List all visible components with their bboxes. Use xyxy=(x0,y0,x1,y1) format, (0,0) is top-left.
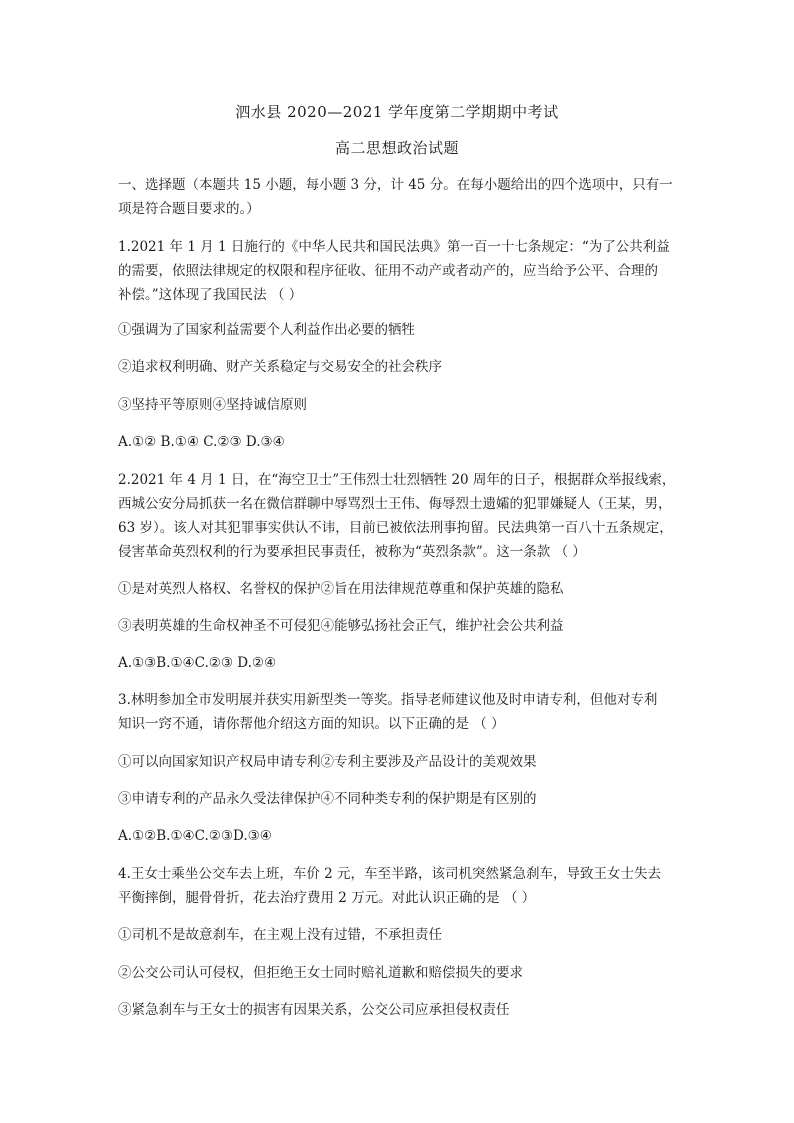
question-2-option-1: ①是对英烈人格权、名誉权的保护②旨在用法律规范尊重和保护英雄的隐私 xyxy=(118,581,564,597)
question-4-option-1: ①司机不是故意刹车，在主观上没有过错，不承担责任 xyxy=(118,927,442,943)
question-3-answers: A.①②B.①④C.②③D.③④ xyxy=(118,828,272,844)
question-2-answers: A.①③B.①④C.②③ D.②④ xyxy=(118,655,277,671)
question-4-option-3: ③紧急刹车与王女士的损害有因果关系，公交公司应承担侵权责任 xyxy=(118,1002,510,1018)
question-1-line-1: 1.2021 年 1 月 1 日施行的《中华人民共和国民法典》第一百一十七条规定：“为了公共利益 xyxy=(118,239,670,255)
question-2-line-1: 2.2021 年 4 月 1 日，在“海空卫士”王伟烈士壮烈牺牲 20 周年的日子，根据群众举报线索， xyxy=(118,472,676,488)
exam-title: 泗水县 2020—2021 学年度第二学期期中考试 xyxy=(235,103,559,121)
question-1-line-3: 补偿。”这体现了我国民法 （ ） xyxy=(118,287,303,303)
question-1-option-3: ③坚持平等原则④坚持诚信原则 xyxy=(118,397,307,413)
question-3-option-1: ①可以向国家知识产权局申请专利②专利主要涉及产品设计的美观效果 xyxy=(118,754,537,770)
exam-subtitle: 高二思想政治试题 xyxy=(334,139,459,157)
question-3-line-1: 3.林明参加全市发明展并获实用新型类一等奖。指导老师建议他及时申请专利，但他对专利 xyxy=(118,692,658,708)
question-2-line-4: 侵害革命英烈权利的行为要承担民事责任，被称为“英烈条款”。这一条款 （ ） xyxy=(118,544,586,560)
question-4-option-2: ②公交公司认可侵权，但拒绝王女士同时赔礼道歉和赔偿损失的要求 xyxy=(118,965,523,981)
question-2-option-2: ③表明英雄的生命权神圣不可侵犯④能够弘扬社会正气，维护社会公共利益 xyxy=(118,618,564,634)
question-4-line-1: 4.王女士乘坐公交车去上班，车价 2 元，车至半路，该司机突然紧急刹车，导致王女士失去 xyxy=(118,866,662,882)
question-1-answers: A.①② B.①④ C.②③ D.③④ xyxy=(118,434,285,450)
question-1-line-2: 的需要，依照法律规定的权限和程序征收、征用不动产或者动产的，应当给予公平、合理的 xyxy=(118,263,658,279)
question-3-option-2: ③申请专利的产品永久受法律保护④不同种类专利的保护期是有区别的 xyxy=(118,791,537,807)
question-2-line-2: 西城公安分局抓获一名在微信群聊中辱骂烈士王伟、侮辱烈士遗孀的犯罪嫌疑人（王某，男， xyxy=(118,496,672,512)
question-3-line-2: 知识一窍不通，请你帮他介绍这方面的知识。以下正确的是 （ ） xyxy=(118,716,505,732)
question-4-line-2: 平衡摔倒，腿骨骨折，花去治疗费用 2 万元。对此认识正确的是 （ ） xyxy=(118,890,536,906)
question-2-line-3: 63 岁）。该人对其犯罪事实供认不讳，目前已被依法刑事拘留。民法典第一百八十五条规定， xyxy=(118,520,673,536)
question-1-option-1: ①强调为了国家利益需要个人利益作出必要的牺牲 xyxy=(118,322,415,338)
section-instruction-line-2: 项是符合题目要求的。） xyxy=(118,201,260,217)
question-1-option-2: ②追求权利明确、财产关系稳定与交易安全的社会秩序 xyxy=(118,359,442,375)
section-instruction-line-1: 一、选择题（本题共 15 小题，每小题 3 分，计 45 分。在每小题给出的四个选项中，只有一 xyxy=(118,177,673,193)
